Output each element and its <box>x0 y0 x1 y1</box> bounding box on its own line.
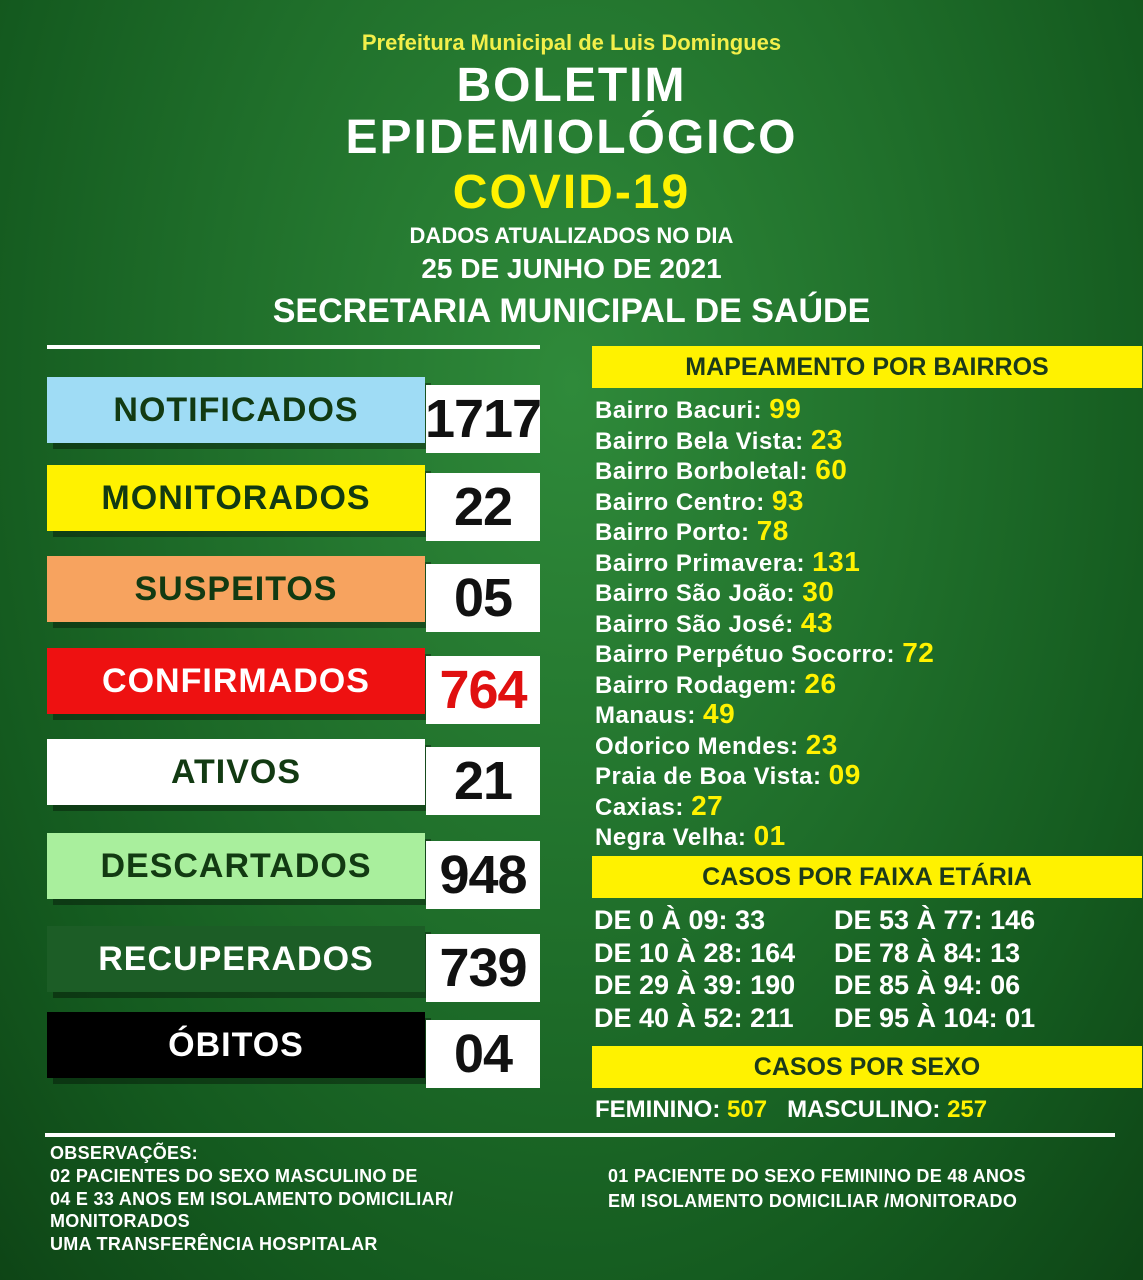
faixa-right-item: DE 53 À 77: 146 <box>834 905 1036 935</box>
stat-value-2: 05 <box>426 564 540 632</box>
stat-label-0: NOTIFICADOS <box>47 377 425 443</box>
bairro-row <box>595 485 804 517</box>
stat-value-6: 739 <box>426 934 540 1002</box>
faixa-left-item: DE 0 À 09: 33 <box>594 905 766 935</box>
feminino-value: 507 <box>727 1096 768 1123</box>
bairro-label: Bairro Perpétuo Socorro: <box>595 641 896 668</box>
title-covid: COVID-19 <box>452 166 691 219</box>
faixa-right-item: DE 78 À 84: 13 <box>834 937 1021 968</box>
bairro-row <box>595 454 847 486</box>
bairro-value: 99 <box>769 393 802 424</box>
report-date: 25 DE JUNHO DE 2021 <box>421 253 722 284</box>
divider-bottom <box>45 1133 1115 1137</box>
bairro-row <box>595 790 723 822</box>
bairro-row <box>595 576 834 608</box>
bairro-label: Praia de Boa Vista: <box>595 763 822 790</box>
title-epidemiologico: EPIDEMIOLÓGICO <box>345 111 798 164</box>
observacao-left-line: 04 E 33 ANOS EM ISOLAMENTO DOMICILIAR/ <box>50 1188 454 1209</box>
faixa-right-item: DE 85 À 94: 06 <box>834 970 1021 1000</box>
stat-label-6: RECUPERADOS <box>47 926 425 992</box>
observacao-left-line: MONITORADOS <box>50 1211 190 1231</box>
observacao-right-line: EM ISOLAMENTO DOMICILIAR /MONITORADO <box>608 1191 1018 1211</box>
bairro-label: Bairro Centro: <box>595 488 765 516</box>
stat-label-7: ÓBITOS <box>47 1012 425 1078</box>
bairro-label: Odorico Mendes: <box>595 732 799 760</box>
bairro-row <box>595 637 934 669</box>
bairro-row <box>595 546 860 578</box>
masculino-value: 257 <box>947 1096 988 1123</box>
bairro-value: 78 <box>756 515 789 546</box>
bairro-value: 131 <box>812 545 861 577</box>
stat-label-5: DESCARTADOS <box>47 833 425 899</box>
mapeamento-header: MAPEAMENTO POR BAIRROS <box>592 346 1142 388</box>
bairro-row <box>595 607 833 639</box>
stat-value-5: 948 <box>426 841 540 909</box>
bairro-value: 23 <box>810 423 843 455</box>
bairro-value: 30 <box>802 576 835 607</box>
feminino-label: FEMININO: <box>595 1096 721 1123</box>
bairro-value: 93 <box>771 484 805 516</box>
prefeitura-name: Prefeitura Municipal de Luis Domingues <box>361 30 782 55</box>
bairro-label: Bairro Rodagem: <box>595 671 798 699</box>
bairro-label: Bairro Porto: <box>595 519 750 546</box>
bairro-value: 60 <box>815 454 848 485</box>
bairro-row <box>595 759 861 791</box>
bairro-value: 09 <box>828 759 861 790</box>
secretaria-name: SECRETARIA MUNICIPAL DE SAÚDE <box>272 292 871 330</box>
stat-value-4: 21 <box>426 747 540 815</box>
stat-label-3: CONFIRMADOS <box>47 648 425 714</box>
bairro-label: Bairro São José: <box>595 610 794 638</box>
faixa-right-item: DE 95 À 104: 01 <box>834 1002 1036 1033</box>
bairro-label: Negra Velha: <box>595 824 747 851</box>
stat-label-2: SUSPEITOS <box>47 556 425 622</box>
masculino-label: MASCULINO: <box>787 1096 941 1123</box>
bairro-label: Bairro Bela Vista: <box>595 427 804 455</box>
sexo-row <box>595 1096 987 1124</box>
stat-value-3: 764 <box>426 656 540 724</box>
title-boletim: BOLETIM <box>456 59 687 112</box>
bairro-value: 26 <box>804 667 837 699</box>
stat-value-0: 1717 <box>426 385 540 453</box>
divider-top-left <box>47 345 540 349</box>
observacoes-title: OBSERVAÇÕES: <box>50 1143 198 1163</box>
faixa-left-item: DE 29 À 39: 190 <box>594 970 796 1000</box>
bairro-value: 23 <box>805 728 838 760</box>
bairro-row <box>595 698 735 730</box>
bairro-row <box>595 668 837 700</box>
stat-label-4: ATIVOS <box>47 739 425 805</box>
bairro-label: Caxias: <box>595 793 684 821</box>
stat-label-1: MONITORADOS <box>47 465 425 531</box>
stat-value-7: 04 <box>426 1020 540 1088</box>
faixa-etaria-header: CASOS POR FAIXA ETÁRIA <box>592 856 1142 898</box>
bairro-row <box>595 515 789 547</box>
bairro-row <box>595 424 843 456</box>
bairro-value: 43 <box>800 606 834 638</box>
bairro-label: Bairro Primavera: <box>595 549 805 577</box>
observacao-left-line: 02 PACIENTES DO SEXO MASCULINO DE <box>50 1166 418 1186</box>
dados-atualizados: DADOS ATUALIZADOS NO DIA <box>409 223 734 248</box>
observacao-left-line: UMA TRANSFERÊNCIA HOSPITALAR <box>50 1233 378 1254</box>
bairro-row <box>595 393 801 425</box>
bairro-value: 49 <box>703 698 736 729</box>
bairro-value: 27 <box>691 789 724 821</box>
sexo-header: CASOS POR SEXO <box>592 1046 1142 1088</box>
faixa-left-item: DE 10 À 28: 164 <box>594 937 796 968</box>
bairro-label: Bairro Borboletal: <box>595 458 809 485</box>
bairro-label: Bairro Bacuri: <box>595 397 763 424</box>
bairro-value: 72 <box>902 637 935 668</box>
bairro-row <box>595 729 838 761</box>
bairro-label: Manaus: <box>595 702 696 729</box>
faixa-left-item: DE 40 À 52: 211 <box>594 1002 794 1033</box>
bairro-value: 01 <box>753 820 786 851</box>
observacao-right-line: 01 PACIENTE DO SEXO FEMININO DE 48 ANOS <box>608 1166 1026 1186</box>
bairro-row <box>595 820 786 852</box>
stat-value-1: 22 <box>426 473 540 541</box>
bairro-label: Bairro São João: <box>595 580 796 607</box>
